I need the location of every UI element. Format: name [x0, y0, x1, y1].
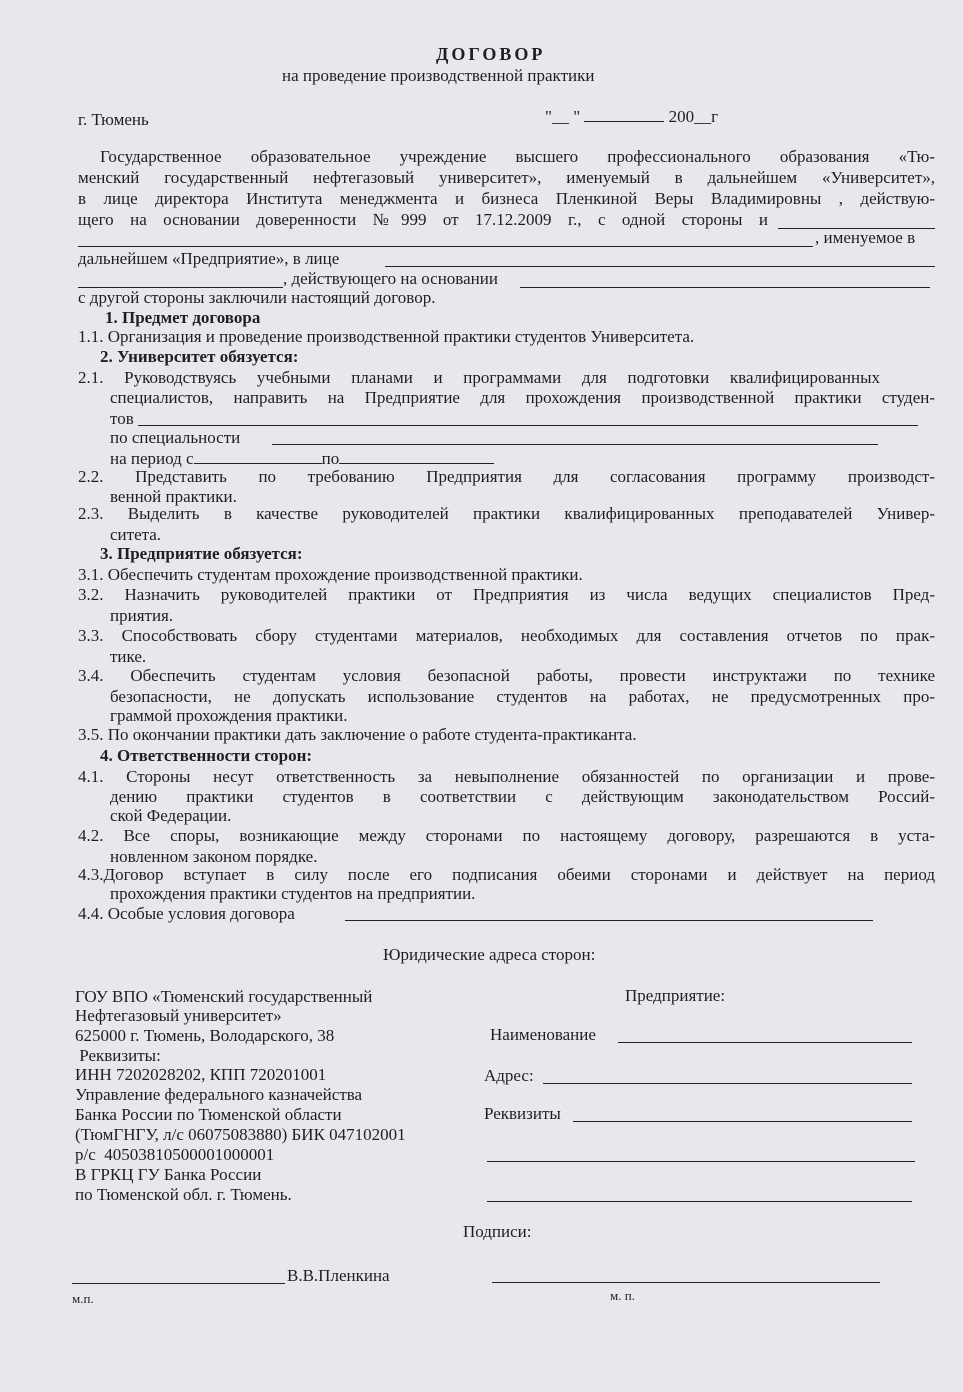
address-line: Нефтегазовый университет» [75, 1006, 282, 1025]
clause-line: специалистов, направить на Предприятие для прохождения производственной практики студен- [110, 388, 935, 407]
preamble-line: , действующего на основании [283, 269, 498, 288]
stamp-place-left: м.п. [72, 1291, 94, 1306]
preamble-line: Государственное образовательное учреждение высшего профессионального образования «Тю- [100, 147, 935, 166]
party-name-blank [78, 245, 813, 247]
clause-line: 4.2. Все споры, возникающие между сторонами по настоящему договору, разрешаются в уста- [78, 826, 935, 845]
address-line: ИНН 7202028202, КПП 720201001 [75, 1065, 327, 1084]
preamble-line: дальнейшем «Предприятие», в лице [78, 249, 340, 268]
enterprise-details-blank [487, 1160, 915, 1162]
address-line: (ТюмГНГУ, л/с 06075083880) БИК 047102001 [75, 1125, 406, 1144]
clause-line: 3.3. Способствовать сбору студентами материалов, необходимых для составления отчетов по прак- [78, 626, 935, 645]
clause-line: венной практики. [110, 487, 237, 506]
address-line: В ГРКЦ ГУ Банка России [75, 1165, 262, 1184]
special-conditions-blank [345, 919, 873, 921]
document-subtitle: на проведение производственной практики [282, 66, 595, 85]
enterprise-details-blank [487, 1200, 912, 1202]
section-heading: 4. Ответственности сторон: [100, 746, 313, 765]
section-heading: 2. Университет обязуется: [100, 347, 299, 366]
period-field [110, 448, 494, 469]
clause-line: дению практики студентов в соответствии с действующим законодательством Россий- [110, 787, 935, 806]
enterprise-details-blank [573, 1120, 912, 1122]
address-line: Управление федерального казначейства [75, 1085, 363, 1104]
specialty-blank [272, 443, 878, 445]
clause-line: 4.1. Стороны несут ответственность за невыполнение обязанностей по организации и прове- [78, 767, 935, 786]
clause-line: 2.3. Выделить в качестве руководителей практики квалифицированных преподавателей Универ- [78, 504, 935, 523]
addresses-heading: Юридические адреса сторон: [383, 945, 596, 964]
preamble-line: щего на основании доверенности №999 от 17.12.2009 г., с одной стороны и [78, 210, 768, 229]
document-title: ДОГОВОР [436, 44, 546, 64]
clause-line: прохождения практики студентов на предприятии. [110, 884, 476, 903]
section-heading: 1. Предмет договора [105, 308, 261, 327]
section-heading: 3. Предприятие обязуется: [100, 544, 303, 563]
clause-line: 3.5. По окончании практики дать заключение о работе студента-практиканта. [78, 725, 637, 744]
clause-line: граммой прохождения практики. [110, 706, 348, 725]
enterprise-address-label: Адрес: [484, 1066, 534, 1085]
enterprise-details-label: Реквизиты [484, 1104, 561, 1123]
address-line: 625000 г. Тюмень, Володарского, 38 [75, 1026, 335, 1045]
stamp-place-right: м. п. [610, 1288, 635, 1303]
address-line: Банка России по Тюменской области [75, 1105, 342, 1124]
period-from-blank [194, 448, 322, 464]
clause-line: новленном законом порядке. [110, 847, 318, 866]
address-line: р/с 40503810500001000001 [75, 1145, 275, 1164]
clause-line: по специальности [110, 428, 241, 447]
enterprise-address-blank [543, 1082, 912, 1084]
city: г. Тюмень [78, 110, 149, 129]
address-line: Реквизиты: [75, 1046, 161, 1065]
date-year: 200__г [668, 107, 719, 126]
clause-line: приятия. [110, 606, 174, 625]
period-to-blank [339, 448, 494, 464]
preamble-line: в лице директора Института менеджмента и бизнеса Пленкиной Веры Владимировны , действую- [78, 189, 935, 208]
basis-blank [520, 286, 930, 288]
preamble-line: с другой стороны заключили настоящий договор. [78, 288, 436, 307]
clause-line: 2.1. Руководствуясь учебными планами и программами для подготовки квалифицированных [78, 368, 880, 387]
clause-line: 2.2. Представить по требованию Предприятия для согласования программу производст- [78, 467, 935, 486]
preamble-line: менский государственный нефтегазовый университет», именуемый в дальнейшем «Университет», [78, 168, 935, 187]
enterprise-heading: Предприятие: [625, 986, 726, 1005]
enterprise-name-label: Наименование [490, 1025, 596, 1044]
university-signature-line [72, 1282, 285, 1284]
students-blank [138, 424, 918, 426]
university-signer: В.В.Пленкина [287, 1266, 390, 1285]
address-line: ГОУ ВПО «Тюменский государственный [75, 987, 373, 1006]
clause-line: тов [110, 409, 134, 428]
signatures-heading: Подписи: [463, 1222, 532, 1241]
address-line: по Тюменской обл. г. Тюмень. [75, 1185, 292, 1204]
enterprise-name-blank [618, 1041, 912, 1043]
representative-blank [385, 265, 935, 267]
preamble-line: , именуемое в [815, 228, 916, 247]
clause-line: 1.1. Организация и проведение производственной практики студентов Университета. [78, 327, 695, 346]
clause-line: безопасности, не допускать использование студентов на работах, не предусмотренных про- [110, 687, 935, 706]
period-from-label: на период с [110, 449, 194, 468]
clause-line: 3.1. Обеспечить студентам прохождение производственной практики. [78, 565, 583, 584]
clause-line: ситета. [110, 525, 162, 544]
date-month-blank [584, 106, 664, 122]
clause-line: 4.3.Договор вступает в силу после его подписания обеими сторонами и действует на период [78, 865, 935, 884]
clause-line: 4.4. Особые условия договора [78, 904, 295, 923]
period-to-label: по [321, 449, 340, 468]
date-day: "__ " [545, 107, 581, 126]
enterprise-signature-line [492, 1281, 880, 1283]
clause-line: тике. [110, 647, 147, 666]
clause-line: 3.4. Обеспечить студентам условия безопасной работы, провести инструктажи по технике [78, 666, 935, 685]
clause-line: 3.2. Назначить руководителей практики от Предприятия из числа ведущих специалистов Пред- [78, 585, 935, 604]
date-field [545, 106, 718, 127]
clause-line: ской Федерации. [110, 806, 232, 825]
